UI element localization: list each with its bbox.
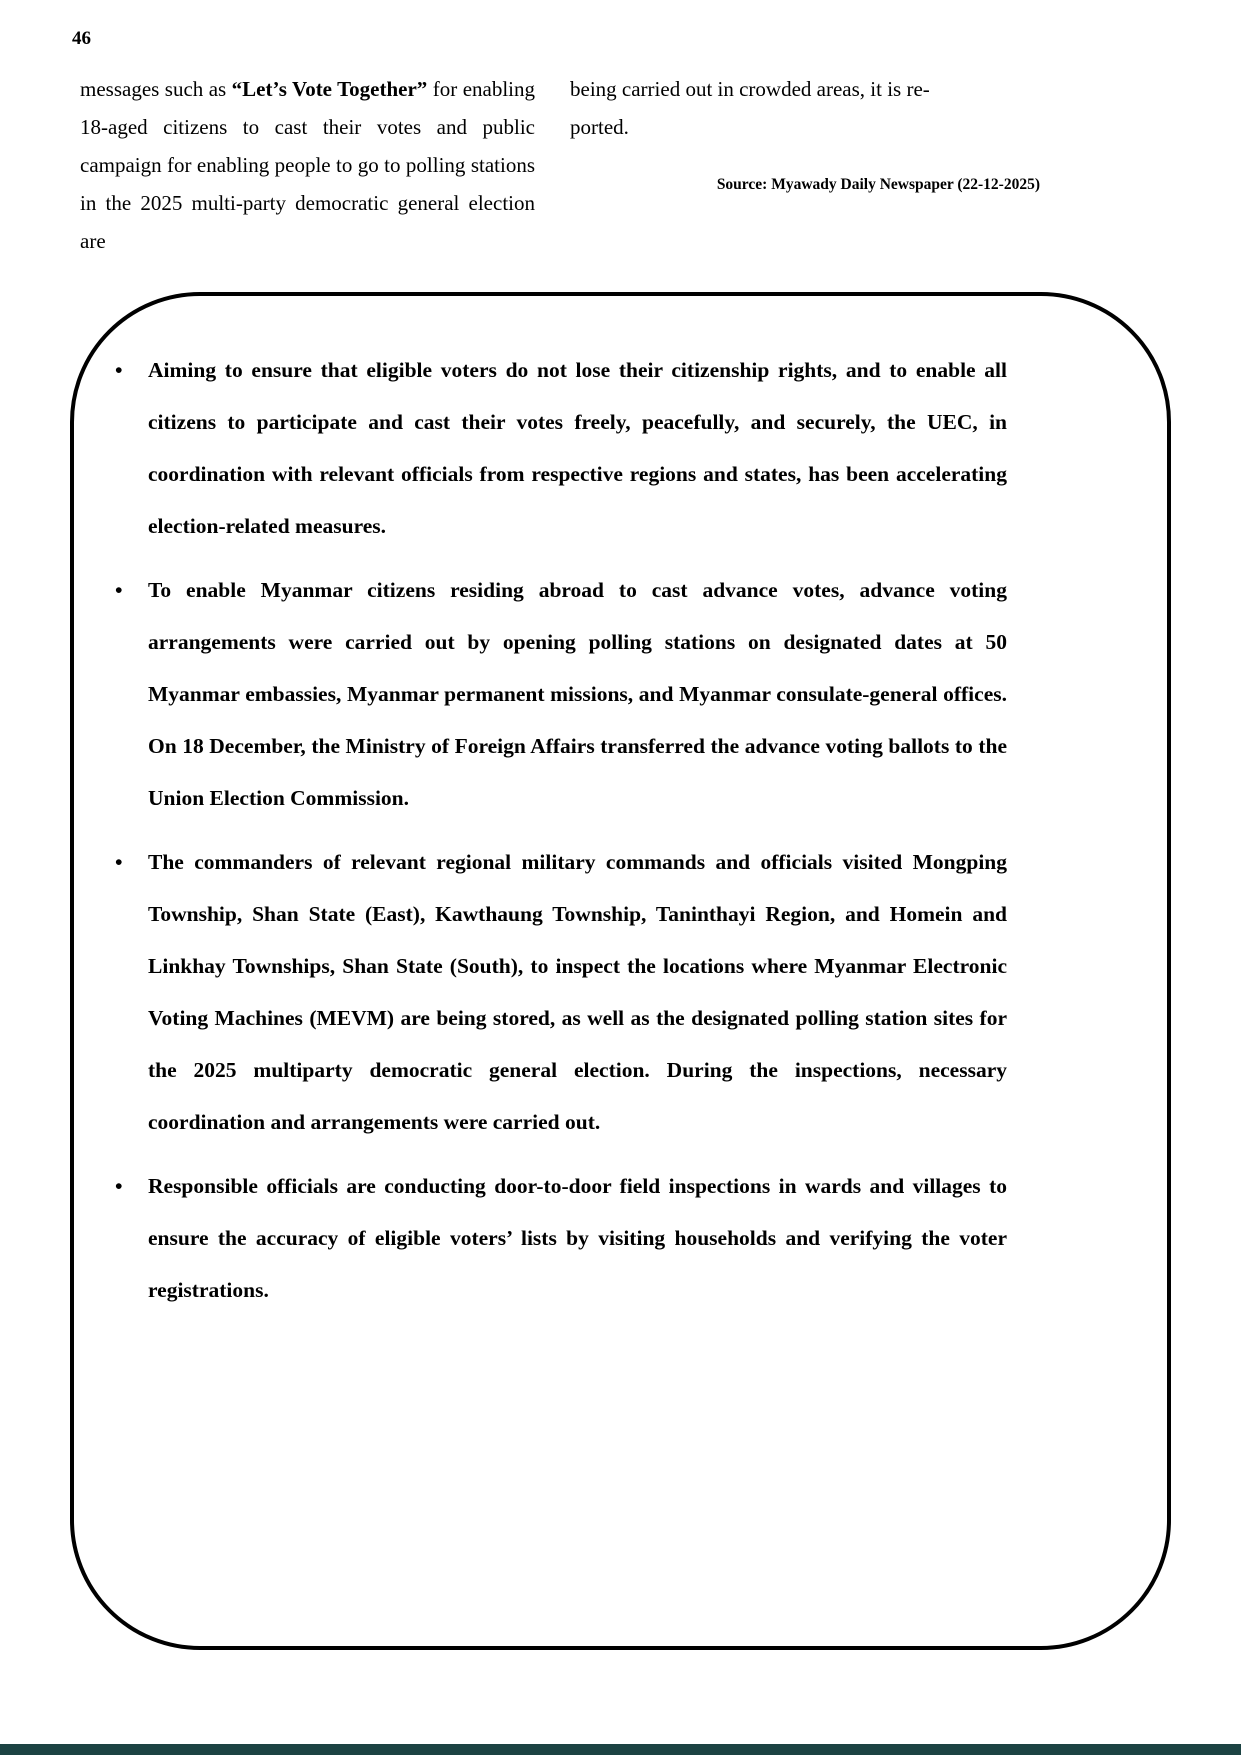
left-column-text-end: for enabling 18-aged citizens to cast their votes and public campaign for enabling people to go to polling stations in the 2025 multi-party democratic general election are [80, 77, 535, 253]
list-item [115, 1160, 1007, 1316]
bullet-icon: • [115, 850, 123, 874]
right-column-text: being carried out in crowded areas, it is re- ported. [570, 77, 930, 139]
article-left-column [80, 70, 535, 260]
bullet-text-uec-measures: Aiming to ensure that eligible voters do not lose their citizenship rights, and to enable all citizens to participate and cast their votes freely, peacefully, and securely, the UEC, in coordination with relevant officials from respective regions and states, has been accelerating election-related measures. [148, 358, 1007, 538]
footer-color-bar [0, 1744, 1241, 1755]
list-item [115, 836, 1007, 1148]
page-number: 46 [72, 28, 91, 49]
bullet-text-commanders-inspection: The commanders of relevant regional military commands and officials visited Mongping Township, Shan State (East), Kawthaung Township, Taninthayi Region, and Homein and Linkhay Townships, Shan State (South), to inspect the locations where Myanmar Electronic Voting Machines (MEVM) are being stored, as well as the designated polling station sites for the 2025 multiparty democratic general election. During the inspections, necessary coordination and arrangements were carried out. [148, 850, 1007, 1134]
source-attribution: Source: Myawady Daily Newspaper (22-12-2025) [716, 176, 1040, 193]
bullet-icon: • [115, 578, 123, 602]
list-item [115, 344, 1007, 552]
list-item [115, 564, 1007, 824]
bullet-icon: • [115, 358, 123, 382]
bullet-list [115, 344, 1007, 1316]
summary-bullet-box [70, 292, 1171, 1650]
left-column-text-start: messages such as [80, 77, 232, 101]
left-column-bold-slogan: “Let’s Vote Together” [231, 77, 428, 101]
bullet-text-advance-voting: To enable Myanmar citizens residing abroad to cast advance votes, advance voting arrangements were carried out by opening polling stations on designated dates at 50 Myanmar embassies, Myanmar permanent missions, and Myanmar consulate-general offices. On 18 December, the Ministry of Foreign Affairs transferred the advance voting ballots to the Union Election Commission. [148, 578, 1007, 810]
article-right-column [570, 70, 1040, 260]
article-columns [80, 70, 1040, 260]
bullet-text-door-to-door: Responsible officials are conducting door-to-door field inspections in wards and villages to ensure the accuracy of eligible voters’ lists by visiting households and verifying the voter registrations. [148, 1174, 1007, 1302]
bullet-icon: • [115, 1174, 123, 1198]
